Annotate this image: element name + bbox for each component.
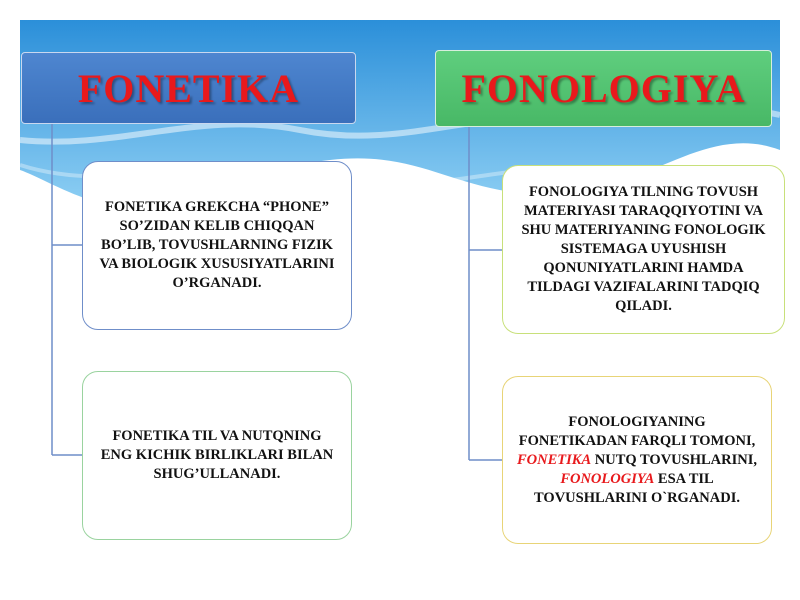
fonologiya-definition-card <box>502 165 785 334</box>
fonetika-definition-card <box>82 161 352 330</box>
difference-part2: NUTQ TOVUSHLARINI, <box>591 451 757 468</box>
fonologiya-title: FONOLOGIYA <box>461 66 746 111</box>
fonetika-definition-text: FONETIKA GREKCHA “PHONE” SO’ZIDAN KELIB CHIQQAN BO’LIB, TOVUSHLARNING FIZIK VA BIOLOGIK XUSUSIYATLARINI O’RGANADI. <box>99 199 335 291</box>
fonologiya-difference-text <box>515 413 759 508</box>
fonologiya-header <box>435 50 772 127</box>
difference-part1: FONOLOGIYANING FONETIKADAN FARQLI TOMONI, <box>518 413 756 449</box>
difference-highlight-fonologiya: FONOLOGIYA <box>560 470 655 487</box>
fonologiya-difference-card <box>502 376 772 544</box>
difference-highlight-fonetika: FONETIKA <box>517 451 592 468</box>
fonetika-title: FONETIKA <box>77 65 300 111</box>
fonetika-scope-card <box>82 371 352 540</box>
fonetika-header <box>21 52 356 124</box>
fonologiya-definition-text: FONOLOGIYA TILNING TOVUSH MATERIYASI TARAQQIYOTINI VA SHU MATERIYANING FONOLOGIK SISTEMAGA UYUSHISH QONUNIYATLARINI HAMDA TILDAGI VAZIFALARINI TADQIQ QILADI. <box>521 184 766 314</box>
difference-part3: ESA TIL TOVUSHLARINI O`RGANADI. <box>534 470 740 506</box>
fonetika-scope-text: FONETIKA TIL VA NUTQNING ENG KICHIK BIRLIKLARI BILAN SHUG’ULLANADI. <box>100 428 334 482</box>
